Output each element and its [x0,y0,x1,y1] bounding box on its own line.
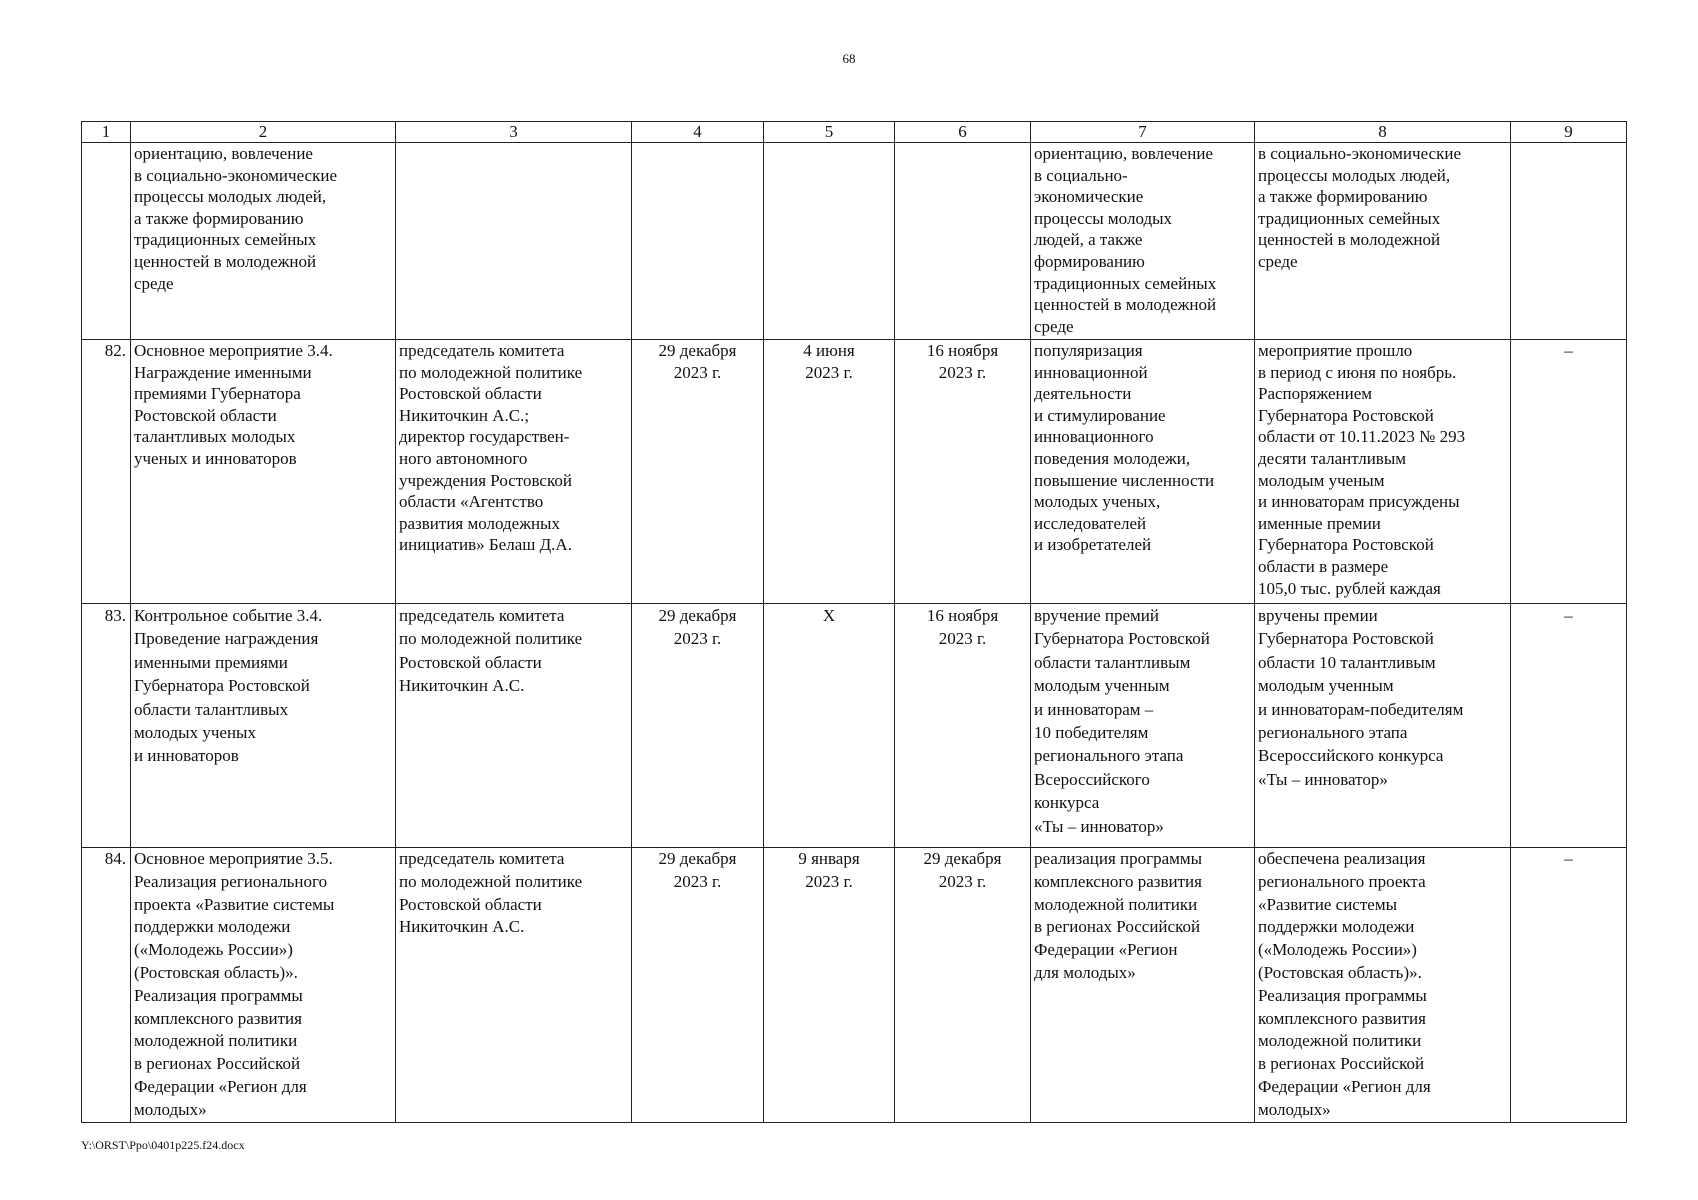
header-cell: 3 [396,122,632,143]
responsible-cell [396,143,632,340]
actual-result-cell: обеспечена реализация регионального проекта «Развитие системы поддержки молодежи («Молодежь России») (Ростовская область)». Реализация программы комплексного развития молодежной политики в регионах Российской Федерации «Регион для молодых» [1255,848,1511,1123]
table-row [82,848,1627,1123]
header-cell: 6 [895,122,1031,143]
table-row [82,143,1627,340]
header-row [82,122,1627,143]
reason-cell: – [1511,340,1627,604]
event-name-cell: Основное мероприятие 3.4. Награждение именными премиями Губернатора Ростовской области талантливых молодых ученых и инноваторов [131,340,396,604]
events-table [81,121,1627,1123]
reason-cell: – [1511,604,1627,848]
responsible-cell: председатель комитета по молодежной политике Ростовской области Никиточкин А.С. [396,848,632,1123]
planned-result-cell: реализация программы комплексного развития молодежной политики в регионах Российской Федерации «Регион для молодых» [1031,848,1255,1123]
row-number-cell: 84. [82,848,131,1123]
header-cell: 5 [764,122,895,143]
actual-result-cell: мероприятие прошло в период с июня по ноябрь. Распоряжением Губернатора Ростовской области от 10.11.2023 № 293 десяти талантливым молодым ученым и инноваторам присуждены именные премии Губернатора Ростовской области в размере 105,0 тыс. рублей каждая [1255,340,1511,604]
table-row [82,604,1627,848]
responsible-cell: председатель комитета по молодежной политике Ростовской области Никиточкин А.С.; директор государствен- ного автономного учреждения Ростовской области «Агентство развития молодежных инициатив» Белаш Д.А. [396,340,632,604]
planned-result-cell: ориентацию, вовлечение в социально- экономические процессы молодых людей, а также формированию традиционных семейных ценностей в молодежной среде [1031,143,1255,340]
reason-cell: – [1511,848,1627,1123]
planned-result-cell: популяризация инновационной деятельности и стимулирование инновационного поведения молодежи, повышение численности молодых ученых, исследователей и изобретателей [1031,340,1255,604]
file-path: Y:\ORST\Ppo\0401p225.f24.docx [81,1138,245,1152]
header-cell: 1 [82,122,131,143]
start-date-cell [764,143,895,340]
actual-result-cell: вручены премии Губернатора Ростовской области 10 талантливым молодым ученным и инноваторам-победителям регионального этапа Всероссийского конкурса «Ты – инноватор» [1255,604,1511,848]
event-name-cell: Основное мероприятие 3.5. Реализация регионального проекта «Развитие системы поддержки молодежи («Молодежь России») (Ростовская область)». Реализация программы комплексного развития молодежной политики в регионах Российской Федерации «Регион для молодых» [131,848,396,1123]
planned-result-cell: вручение премий Губернатора Ростовской области талантливым молодым ученным и инноваторам – 10 победителям регионального этапа Всероссийского конкурса «Ты – инноватор» [1031,604,1255,848]
row-number-cell [82,143,131,340]
event-name-cell: Контрольное событие 3.4. Проведение награждения именными премиями Губернатора Ростовской области талантливых молодых ученых и инноваторов [131,604,396,848]
planned-date-cell: 29 декабря 2023 г. [632,604,764,848]
planned-date-cell: 29 декабря 2023 г. [632,340,764,604]
actual-result-cell: в социально-экономические процессы молодых людей, а также формированию традиционных семейных ценностей в молодежной среде [1255,143,1511,340]
end-date-cell [895,143,1031,340]
start-date-cell: 4 июня 2023 г. [764,340,895,604]
end-date-cell: 16 ноября 2023 г. [895,340,1031,604]
event-name-cell: ориентацию, вовлечение в социально-экономические процессы молодых людей, а также формированию традиционных семейных ценностей в молодежной среде [131,143,396,340]
end-date-cell: 16 ноября 2023 г. [895,604,1031,848]
start-date-cell: 9 января 2023 г. [764,848,895,1123]
responsible-cell: председатель комитета по молодежной политике Ростовской области Никиточкин А.С. [396,604,632,848]
table-row [82,340,1627,604]
header-cell: 9 [1511,122,1627,143]
header-cell: 8 [1255,122,1511,143]
reason-cell [1511,143,1627,340]
page-number: 68 [842,51,856,66]
row-number-cell: 82. [82,340,131,604]
planned-date-cell [632,143,764,340]
end-date-cell: 29 декабря 2023 г. [895,848,1031,1123]
header-cell: 7 [1031,122,1255,143]
start-date-cell: Х [764,604,895,848]
header-cell: 4 [632,122,764,143]
row-number-cell: 83. [82,604,131,848]
planned-date-cell: 29 декабря 2023 г. [632,848,764,1123]
header-cell: 2 [131,122,396,143]
